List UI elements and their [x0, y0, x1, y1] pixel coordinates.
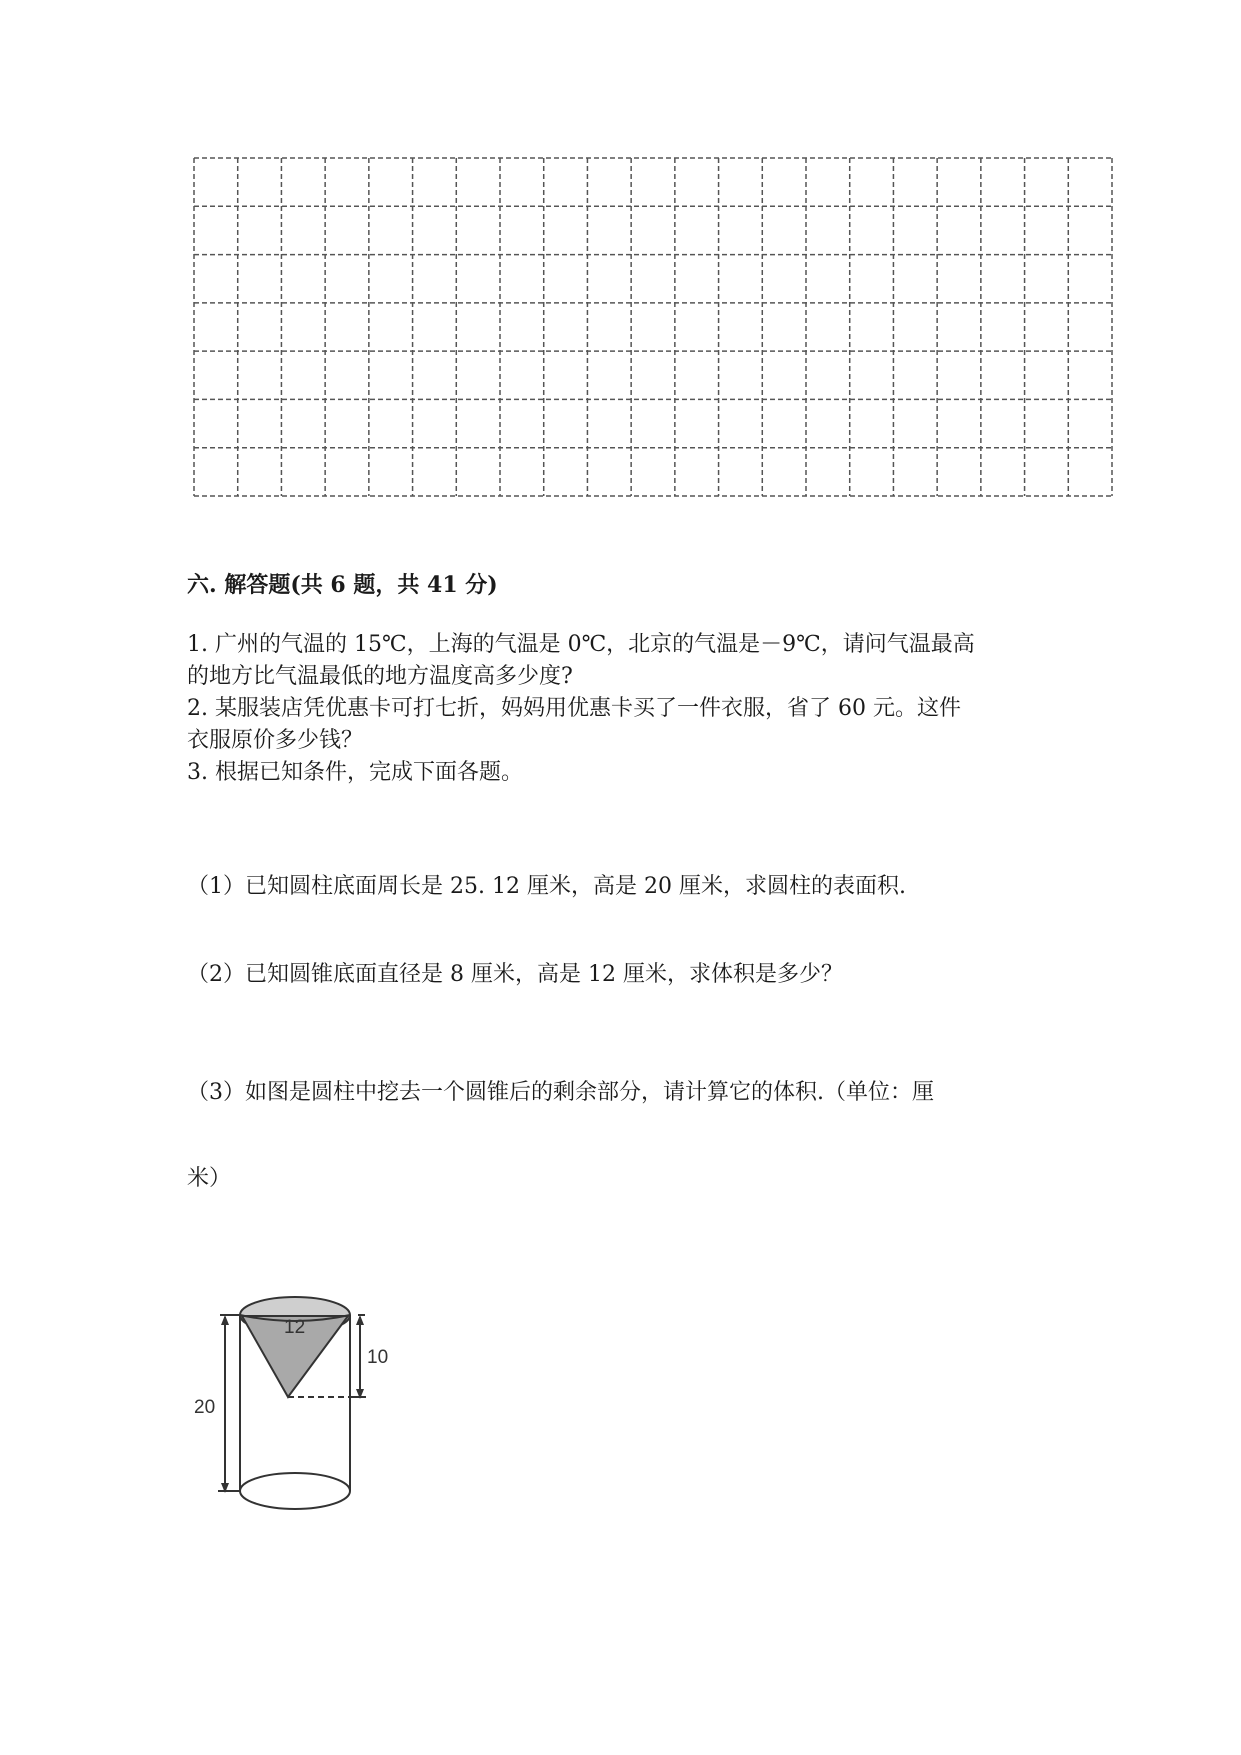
- answer-grid-svg: [193, 157, 1113, 497]
- height-10-arrow-top: [356, 1315, 364, 1325]
- cone-height-label: 10: [367, 1347, 389, 1368]
- height-20-arrow-top: [221, 1315, 229, 1325]
- cylinder-cone-svg: [180, 1275, 420, 1525]
- question-1-line-2: 的地方比气温最低的地方温度高多少度?: [187, 664, 573, 689]
- question-3-sub-2: （2）已知圆锥底面直径是 8 厘米，高是 12 厘米，求体积是多少？: [187, 962, 843, 987]
- question-2-line-1: 2. 某服装店凭优惠卡可打七折，妈妈用优惠卡买了一件衣服，省了 60 元。这件: [187, 696, 961, 721]
- question-3-line-1: 3. 根据已知条件，完成下面各题。: [187, 760, 523, 785]
- question-3-sub-1: （1）已知圆柱底面周长是 25. 12 厘米，高是 20 厘米，求圆柱的表面积.: [187, 874, 906, 899]
- question-3-sub-3-line-2: 米）: [187, 1166, 232, 1191]
- cylinder-height-label: 20: [194, 1397, 216, 1418]
- question-2-line-2: 衣服原价多少钱？: [187, 728, 364, 753]
- answer-grid: [193, 157, 1113, 497]
- diameter-label: 12: [284, 1317, 306, 1338]
- cylinder-bottom-ellipse: [240, 1473, 350, 1509]
- section-title: 六. 解答题(共 6 题，共 41 分): [187, 572, 498, 598]
- cylinder-cone-figure: [180, 1275, 420, 1525]
- question-1-line-1: 1. 广州的气温的 15℃，上海的气温是 0℃，北京的气温是－9℃，请问气温最高: [187, 632, 975, 657]
- question-3-sub-3-line-1: （3）如图是圆柱中挖去一个圆锥后的剩余部分，请计算它的体积.（单位：厘: [187, 1080, 934, 1105]
